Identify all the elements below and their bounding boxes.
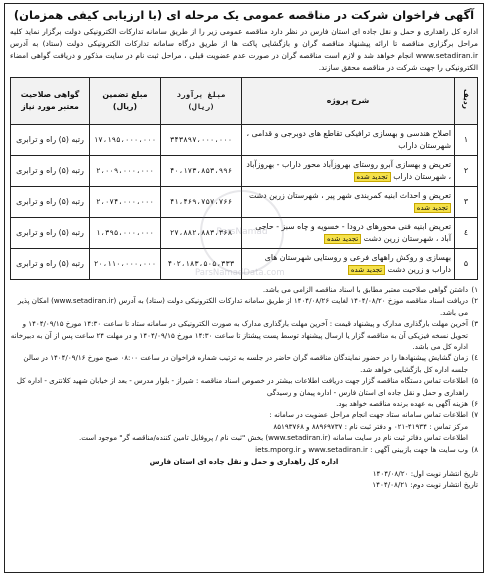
note-number: ۸) [471, 444, 478, 454]
cell-description [242, 187, 455, 218]
notice-intro: اداره کل راهداری و حمل و نقل جاده ای استان فارس در نظر دارد مناقصه عمومی زیر را از طریق سامانه تدارکات الکترونیکی دولت برگزار نماید کلیه مراحل برگزاری مناقصه تا ارائه پیشنهاد مناقصه گران و بازگشایی پاکت ها از طریق درگاه سامانه تدارکات الکترونیکی دولت (ستاد) به آدرس www.setadiran.ir انجام خواهد شد و لازم است مناقصه گران در صورت عدم عضویت قبلی ، مراحل ثبت نام در سایت مذکور و دریافت گواهی امضاء الکترونیکی را جهت شرکت در مناقصه محقق سازند. [10, 27, 478, 72]
signature: اداره کل راهداری و حمل و نقل جاده ای استان فارس [149, 457, 339, 467]
publish-date-2: تاریخ انتشار نوبت دوم: ۱۴۰۴/۰۸/۲۱ [372, 480, 478, 490]
project-description: تعریض و بهسازی آبرو روستای بهروزآباد محور داراب - بهروزآباد ، شهرستان داراب [246, 160, 451, 181]
note-number: ۷) [471, 410, 478, 420]
tender-notice [4, 3, 484, 573]
table-row [11, 125, 478, 156]
note-item [10, 295, 478, 318]
note-text: داشتن گواهی صلاحیت معتبر مطابق با اسناد مناقصه الزامی می باشد. [262, 285, 468, 294]
note-number: ۲) [471, 296, 478, 306]
note-number: ۵) [471, 376, 478, 386]
note-number [468, 421, 478, 432]
header-description: شرح پروژه [242, 78, 455, 125]
cell-description [242, 249, 455, 280]
cell-row-number: ۵ [455, 249, 478, 280]
renewed-badge: تجدید شده [354, 172, 391, 182]
note-number [468, 432, 478, 443]
notice-title: آگهی فراخوان شرکت در مناقصه عمومی یک مرحله ای (با ارزیابی کیفی همزمان) [13, 8, 475, 22]
project-description: تعریض و احداث ابنیه کمربندی شهر پیر ، شهرستان زرین دشت [248, 191, 451, 200]
cell-row-number: ۲ [455, 156, 478, 187]
note-text: زمان گشایش پیشنهادها را در حضور نمایندگان مناقصه گران حاضر در جلسه به ترتیب شماره فراخوان در ساعت ۰۸:۰۰ صبح مورخ ۱۴۰۴/۰۹/۱۶ در سالن جلسه اداره کل بازگشایی خواهد شد. [23, 353, 468, 374]
renewed-badge: تجدید شده [414, 203, 451, 213]
table-header-row [11, 78, 478, 125]
cell-description [242, 125, 455, 156]
cell-estimate: ۳۴۳۸۹۷،۰۰۰،۰۰۰ [161, 125, 242, 156]
cell-guarantee: ۲،۰۰۹،۰۰۰،۰۰۰ [90, 156, 161, 187]
cell-grade: رتبه (۵) راه و ترابری [11, 249, 90, 280]
header-estimate: مبلغ برآورد (ریال) [161, 78, 242, 125]
note-number: ۶) [471, 399, 478, 409]
note-text: مرکز تماس : ۴۱۹۳۴-۰۲۱ و دفتر ثبت نام : ۸۸۹۶۹۷۳۷ و ۸۵۱۹۳۷۶۸ [273, 421, 468, 431]
note-item [10, 421, 478, 432]
table-row [11, 187, 478, 218]
watermark-seal: ParsNamad [200, 190, 284, 274]
renewed-badge: تجدید شده [348, 265, 385, 275]
table-row [11, 249, 478, 280]
cell-description [242, 156, 455, 187]
cell-description [242, 218, 455, 249]
cell-guarantee: ۲۰،۱۱۰،۰۰۰،۰۰۰ [90, 249, 161, 280]
note-number: ٤) [471, 353, 478, 363]
note-text: هزینه آگهی به عهده برنده مناقصه خواهد بود. [336, 399, 468, 409]
note-text: اطلاعات تماس دستگاه مناقصه گزار جهت دریافت اطلاعات بیشتر در خصوص اسناد مناقصه : شیراز - بلوار مدرس - بعد از خیابان شهید کلانتری - اداره کل راهداری و حمل و نقل جاده ای استان فارس - اداره پیمان و رسیدگی [16, 376, 468, 397]
watermark-site: ParsNamadData.com [195, 268, 285, 278]
cell-estimate: ۴۱،۴۶۹،۷۵۷،۷۶۶ [161, 187, 242, 218]
notes-list [10, 284, 478, 455]
cell-row-number: ٤ [455, 218, 478, 249]
cell-estimate: ۴۰،۱۷۳،۸۵۳،۹۹۶ [161, 156, 242, 187]
note-number: ۳) [471, 319, 478, 329]
cell-grade: رتبه (۵) راه و ترابری [11, 187, 90, 218]
note-item [10, 398, 478, 409]
cell-grade: رتبه (۵) راه و ترابری [11, 125, 90, 156]
table-row [11, 218, 478, 249]
header-guarantee: مبلغ تضمین (ریال) [90, 78, 161, 125]
note-item [10, 375, 478, 398]
cell-grade: رتبه (۵) راه و ترابری [11, 218, 90, 249]
note-item [10, 284, 478, 295]
note-number: ۱) [471, 285, 478, 294]
note-item [10, 444, 478, 455]
note-item [10, 352, 478, 375]
cell-guarantee: ۲،۰۷۴،۰۰۰،۰۰۰ [90, 187, 161, 218]
cell-estimate: ۲۷،۸۸۲،۸۸۳،۳۶۸ [161, 218, 242, 249]
note-item [10, 432, 478, 443]
header-grade: گواهی صلاحیت معتبر مورد نیاز [11, 78, 90, 125]
note-text: وب سایت ها جهت بازبینی آگهی : www.setadiran.ir و iets.mporg.ir [255, 444, 468, 454]
projects-table [10, 77, 478, 280]
notice-footer [10, 456, 478, 491]
cell-row-number: ۱ [455, 125, 478, 156]
project-description: بهسازی و روکش راههای فرعی و روستایی شهرستان های داراب و زرین دشت [264, 253, 451, 274]
cell-grade: رتبه (۵) راه و ترابری [11, 156, 90, 187]
cell-estimate: ۴۰۲،۱۸۳،۵۰۵،۳۳۳ [161, 249, 242, 280]
note-text: اطلاعات تماس سامانه ستاد جهت انجام مراحل عضویت در سامانه : [269, 410, 468, 420]
renewed-badge: تجدید شده [324, 234, 361, 244]
project-description: اصلاح هندسی و بهسازی ترافیکی تقاطع های دوبرجی و قدامی ، شهرستان داراب [246, 129, 451, 150]
note-item [10, 409, 478, 420]
note-text: آخرین مهلت بارگذاری مدارک و پیشنهاد قیمت : آخرین مهلت بارگذاری مدارک به صورت الکترونیکی در سامانه ستاد تا ساعت ۱۴:۳۰ مورخ ۱۴۰۴/۰۹/۱۵ و تحویل نسخه فیزیکی آن به مناقصه گزار یا ارسال پیشنهاد توسط پست پیشتاز تا ساعت ۱۴:۳۰ مورخ ۱۴۰۴/۰۹/۱۵ و در مهلت ۲۴ ساعت پس از آن به دبیرخانه اداره کل می باشد. [10, 319, 468, 352]
project-description: تعریض ابنیه فنی محورهای درودا - خسویه و چاه سبز - حاجی آباد ، شهرستان زرین دشت [255, 222, 451, 243]
cell-guarantee: ۱،۳۹۵،۰۰۰،۰۰۰ [90, 218, 161, 249]
note-text: اطلاعات تماس دفاتر ثبت نام در سایت سامانه (www.setadiran.ir) بخش "ثبت نام / پروفایل تامین کننده/مناقصه گر" موجود است. [78, 433, 468, 443]
cell-row-number: ۳ [455, 187, 478, 218]
publish-date-1: تاریخ انتشار نوبت اول: ۱۴۰۴/۰۸/۲۰ [372, 468, 478, 478]
cell-guarantee: ۱۷،۱۹۵،۰۰۰،۰۰۰ [90, 125, 161, 156]
header-row-number: ردیف [455, 78, 478, 125]
note-item [10, 318, 478, 352]
table-row [11, 156, 478, 187]
note-text: دریافت اسناد مناقصه موزخ ۱۴۰۴/۰۸/۲۰ لغایت ۱۴۰۴/۰۸/۲۶ از طریق سامانه تدارکات الکترونیکی دولت (ستاد) به آدرس (www.setadiran.ir) امکان پذیر می باشد. [17, 296, 468, 317]
